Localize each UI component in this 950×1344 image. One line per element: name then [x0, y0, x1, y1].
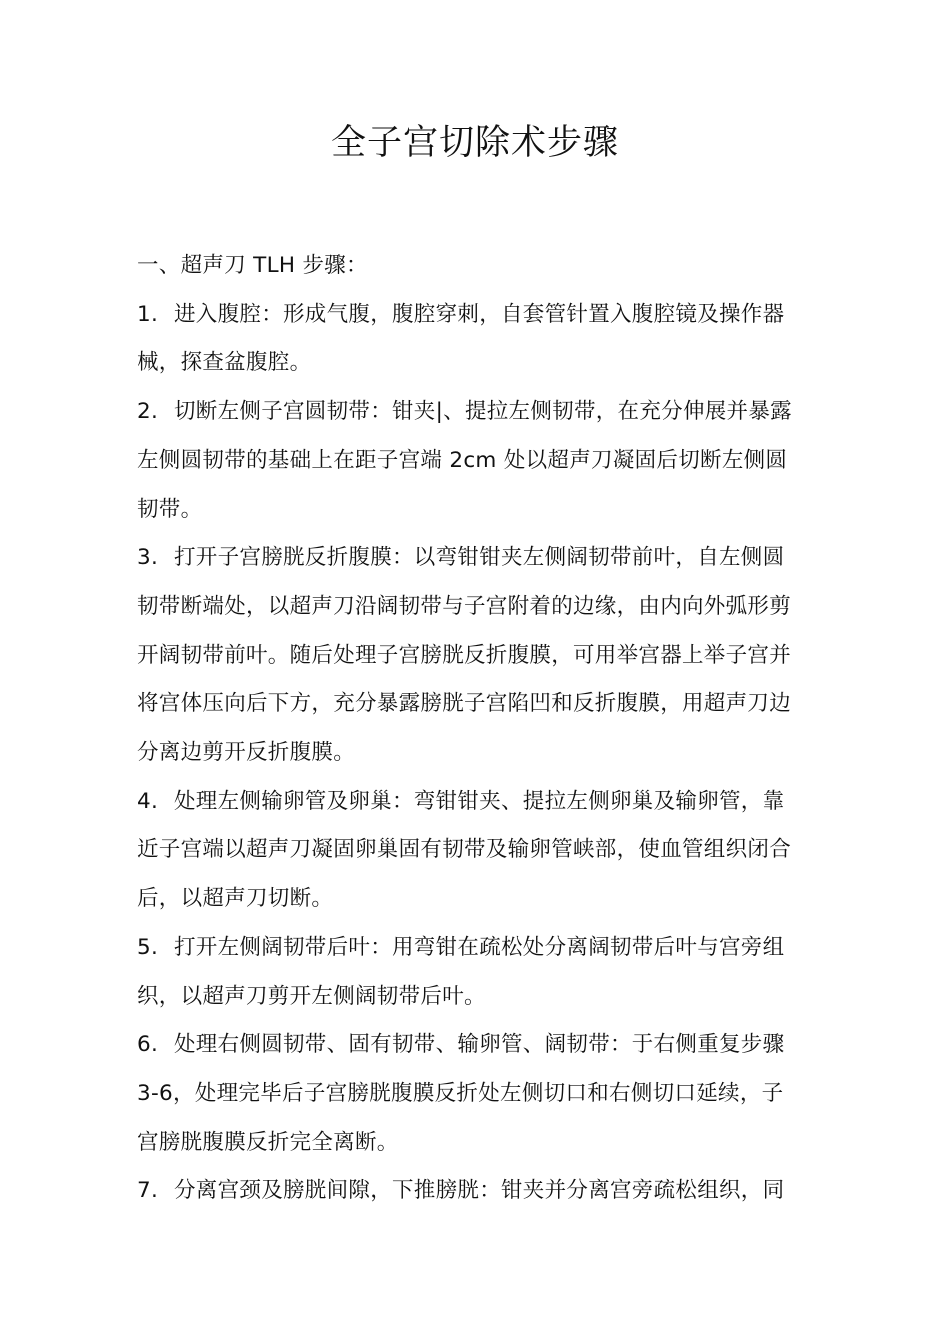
step-3-line-1 — [137, 534, 809, 583]
step-4-line-2: 近子宫端以超声刀凝固卵巢固有韧带及输卵管峡部，使血管组织闭合 — [137, 837, 792, 863]
step-number: 5. — [137, 934, 159, 960]
section-heading: 一、超声刀 TLH 步骤： — [137, 253, 368, 278]
step-5-line-2: 织，以超声刀剪开左侧阔韧带后叶。 — [137, 983, 486, 1009]
step-4-line-1 — [137, 778, 809, 827]
step-3-line-3: 开阔韧带前叶。随后处理子宫膀胱反折腹膜，可用举宫器上举子宫并 — [137, 642, 792, 668]
document-title: 全子宫切除术步骤 — [330, 123, 619, 163]
step-number: 3. — [137, 545, 159, 571]
step-4-line-3: 后，以超声刀切断。 — [137, 886, 334, 912]
step-3-line-4: 将宫体压向后下方，充分暴露膀胱子宫陷凹和反折腹膜，用超声刀边 — [137, 691, 792, 717]
step-2-line-3: 韧带。 — [137, 496, 203, 522]
step-text: 处理左侧输卵管及卵巢：弯钳钳夹、提拉左侧卵巢及输卵管，靠 — [174, 788, 785, 814]
document-body — [137, 242, 809, 1216]
step-6-line-3: 宫膀胱腹膜反折完全离断。 — [137, 1129, 399, 1155]
step-text: 进入腹腔：形成气腹，腹腔穿刺，自套管针置入腹腔镜及操作器 — [174, 301, 785, 327]
step-5-line-1 — [137, 924, 809, 973]
step-number: 7. — [137, 1178, 159, 1204]
step-number: 2. — [137, 399, 159, 425]
step-7-line-1 — [137, 1167, 809, 1216]
step-2-line-1 — [137, 388, 809, 437]
step-text: 分离宫颈及膀胱间隙，下推膀胱：钳夹并分离宫旁疏松组织，同 — [174, 1178, 785, 1204]
step-6-line-1 — [137, 1021, 809, 1070]
step-6-line-2: 3-6，处理完毕后子宫膀胱腹膜反折处左侧切口和右侧切口延续，子 — [137, 1080, 784, 1106]
step-number: 6. — [137, 1032, 159, 1058]
step-2-line-2: 左侧圆韧带的基础上在距子宫端 2cm 处以超声刀凝固后切断左侧圆 — [137, 447, 788, 473]
step-text: 处理右侧圆韧带、固有韧带、输卵管、阔韧带：于右侧重复步骤 — [174, 1032, 785, 1058]
step-number: 4. — [137, 788, 159, 814]
step-1-line-2: 械，探查盆腹腔。 — [137, 350, 312, 376]
step-3-line-2: 韧带断端处，以超声刀沿阔韧带与子宫附着的边缘，由内向外弧形剪 — [137, 593, 792, 619]
step-3-line-5: 分离边剪开反折腹膜。 — [137, 740, 356, 766]
step-text: 打开左侧阔韧带后叶：用弯钳在疏松处分离阔韧带后叶与宫旁组 — [174, 934, 785, 960]
step-text: 切断左侧子宫圆韧带：钳夹|、提拉左侧韧带，在充分伸展并暴露 — [174, 399, 792, 425]
step-number: 1. — [137, 301, 159, 327]
step-1-line-1 — [137, 291, 809, 340]
step-text: 打开子宫膀胱反折腹膜：以弯钳钳夹左侧阔韧带前叶，自左侧圆 — [174, 545, 785, 571]
